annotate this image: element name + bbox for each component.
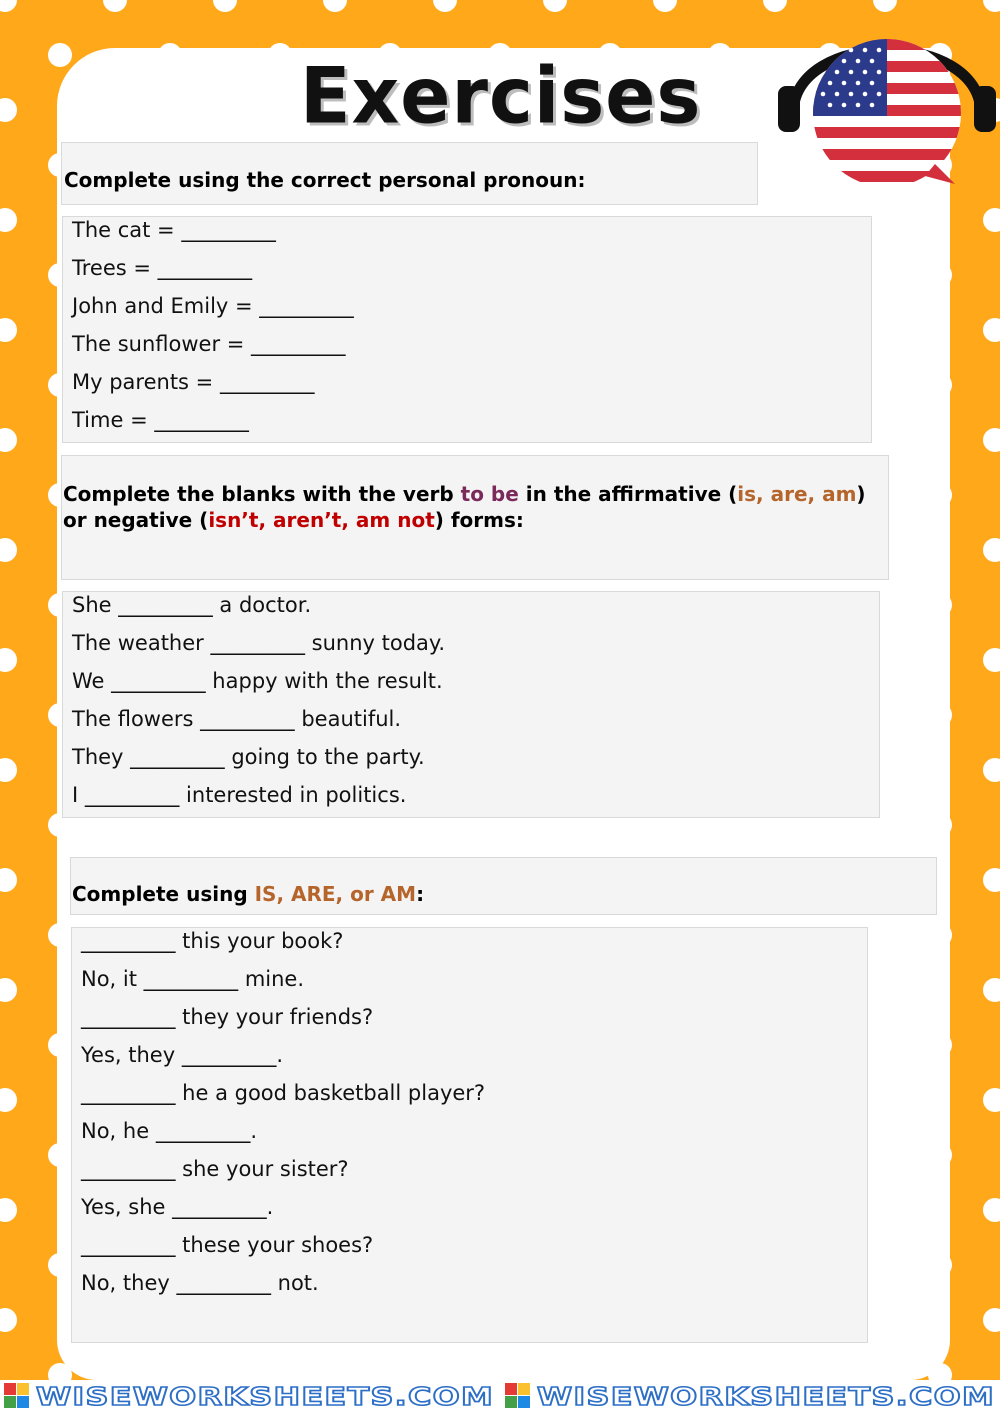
section3-items-box — [71, 927, 868, 1343]
list-item: We _________ happy with the result. — [72, 669, 443, 693]
section2-instruction-box — [61, 455, 889, 580]
list-item: No, he _________. — [81, 1119, 257, 1143]
list-item: _________ he a good basketball player? — [81, 1081, 486, 1105]
list-item: The flowers _________ beautiful. — [72, 707, 402, 731]
footer-brand-left: WISEWORKSHEETS.COM — [36, 1382, 494, 1411]
list-item: John and Emily = _________ — [72, 294, 354, 318]
list-item: _________ she your sister? — [81, 1157, 349, 1181]
list-item: I _________ interested in politics. — [72, 783, 407, 807]
list-item: My parents = _________ — [72, 370, 315, 394]
list-item: _________ they your friends? — [81, 1005, 374, 1029]
list-item: No, it _________ mine. — [81, 967, 305, 991]
list-item: The weather _________ sunny today. — [72, 631, 446, 655]
footer-brand-right: WISEWORKSHEETS.COM — [537, 1382, 995, 1411]
section1-items-box — [62, 216, 872, 443]
options-highlight: IS, ARE, or AM — [254, 882, 417, 906]
section2-items-box — [62, 591, 880, 818]
list-item: The cat = _________ — [72, 218, 276, 242]
headphones-usa-flag-icon — [775, 14, 1000, 194]
list-item: She _________ a doctor. — [72, 593, 312, 617]
affirmative-forms-highlight: is, are, am — [737, 482, 857, 506]
negative-forms-highlight: isn’t, aren’t, am not — [208, 508, 435, 532]
to-be-highlight: to be — [460, 482, 519, 506]
section1-instruction: Complete using the correct personal pronoun: — [64, 168, 586, 192]
section3-instruction: Complete using IS, ARE, or AM: — [72, 882, 425, 906]
section1-instruction-box — [61, 142, 758, 205]
page-title: Exercises — [300, 50, 702, 142]
list-item: _________ these your shoes? — [81, 1233, 374, 1257]
section3-instruction-box — [70, 857, 937, 915]
list-item: Trees = _________ — [72, 256, 253, 280]
wiseworksheets-footer — [0, 1380, 1000, 1413]
list-item: No, they _________ not. — [81, 1271, 319, 1295]
list-item: Yes, they _________. — [81, 1043, 283, 1067]
list-item: Yes, she _________. — [81, 1195, 274, 1219]
list-item: They _________ going to the party. — [72, 745, 425, 769]
list-item: Time = _________ — [72, 408, 249, 432]
list-item: _________ this your book? — [81, 929, 344, 953]
list-item: The sunflower = _________ — [72, 332, 346, 356]
section2-instruction: Complete the blanks with the verb to be in the affirmative (is, are, am) or negative (isn’t, aren’t, am not) forms: — [63, 482, 866, 532]
